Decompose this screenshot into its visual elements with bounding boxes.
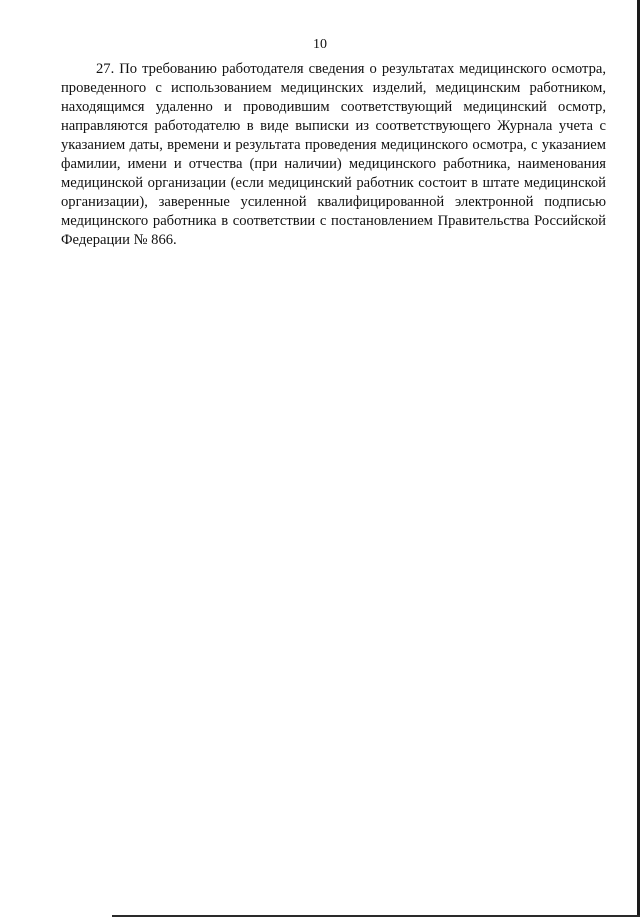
page-number: 10 xyxy=(313,37,327,52)
paragraph-27: 27. По требованию работодателя сведения о результатах медицинского осмотра, проведенного с использованием медицинских изделий, медицинским работником, находящимся удаленно и проводившим соответствующий медицинский осмотр, направляются работодателю в виде выписки из соответствующего Журнала учета с указанием даты, времени и результата проведения медицинского осмотра, с указанием фамилии, имени и отчества (при наличии) медицинского работника, наименования медицинской организации (если медицинский работник состоит в штате медицинской организации), заверенные усиленной квалифицированной электронной подписью медицинского работника в соответствии с постановлением Правительства Российской Федерации № 866. xyxy=(61,61,606,248)
